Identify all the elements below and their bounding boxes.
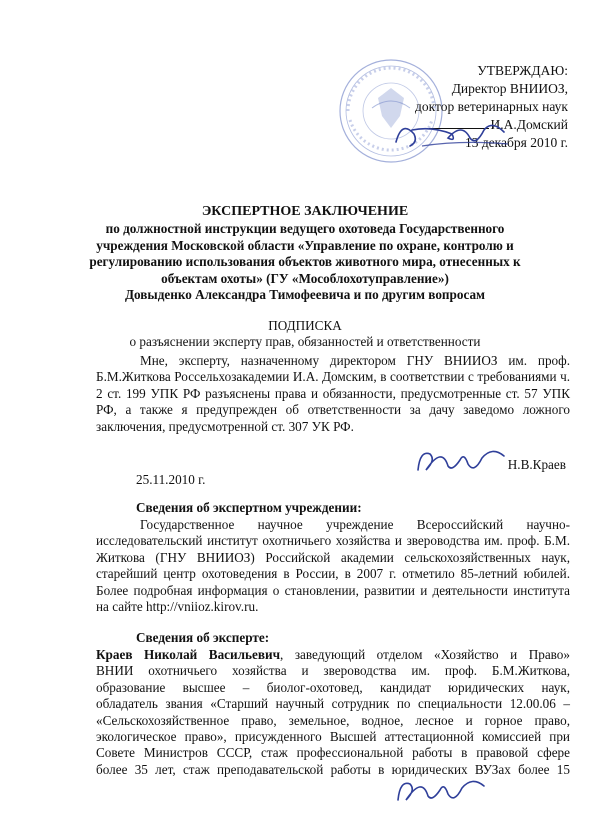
- expert-line: Совете Министров СССР, стаж профессиональной работы в правовой сфере: [96, 745, 570, 761]
- expert-heading: Сведения об эксперте:: [136, 630, 270, 645]
- approval-name-line: [318, 116, 568, 134]
- institution-text: Государственное научное учреждение Всероссийский научно-исследовательский институт охотничьего хозяйства и звероводства им. проф. Б.М. Житкова (ГНУ ВНИИОЗ) Российской академии сельскохозяйственных наук, старейший центр охотоведения в России, в 2007 г. отметило 85-летний юбилей. Более подробная информация о становлении, развитии и деятельности института на сайте http://vniioz.kirov.ru.: [96, 517, 570, 615]
- title-line: по должностной инструкции ведущего охотоведа Государственного: [105, 221, 505, 237]
- expert-line: образование высшее – биолог-охотовед, кандидат юридических наук,: [96, 679, 570, 695]
- institution-heading: Сведения об экспертном учреждении:: [136, 500, 362, 515]
- expert-name: Краев Николай Васильевич: [96, 647, 281, 662]
- expert-paragraph: [96, 647, 570, 778]
- expert-line: экологическое право», присужденного Высшей аттестационной комиссией при: [96, 729, 570, 745]
- expert-line: [96, 647, 570, 663]
- expert-line: обладатель звания «Старший научный сотрудник по специальности 12.00.06 –: [96, 696, 570, 712]
- title-heading: ЭКСПЕРТНОЕ ЗАКЛЮЧЕНИЕ: [201, 204, 409, 219]
- approval-block: [318, 62, 568, 152]
- document-title: [40, 204, 570, 304]
- title-line: Довыденко Александра Тимофеевича и по другим вопросам: [124, 287, 486, 303]
- expert-line: ВНИИ охотничьего хозяйства и звероводства им. проф. Б.М.Житкова,: [96, 663, 570, 679]
- approval-date: 13 декабря 2010 г.: [464, 135, 568, 150]
- title-line: регулированию использования объектов животного мира, отнесенных к: [89, 254, 521, 270]
- signature-line: [429, 128, 489, 129]
- subscription-heading: ПОДПИСКА: [268, 318, 342, 333]
- subscription-date: 25.11.2010 г.: [136, 472, 206, 487]
- expert-line-rest: , заведующий отделом «Хозяйство и Право»: [280, 647, 570, 662]
- approval-approve: УТВЕРЖДАЮ:: [477, 63, 568, 78]
- approval-degree: доктор ветеринарных наук: [415, 99, 568, 114]
- subscription-text: Мне, эксперту, назначенному директором ГНУ ВНИИОЗ им. проф. Б.М.Житкова Россельхозакадемии И.А. Домским, в соответствии с требованиями ч. 2 ст. 199 УПК РФ разъяснены права и обязанности, предусмотренные ст. 57 УПК РФ, а также я предупрежден об ответственности за дачу заведомо ложного заключения, предусмотренной ст. 307 УК РФ.: [96, 353, 570, 434]
- expert-signature: [412, 440, 508, 480]
- approval-position: Директор ВНИИОЗ,: [451, 81, 568, 96]
- subscription-header: [40, 318, 570, 351]
- approval-name: И.А.Домский: [490, 117, 568, 132]
- expert-line: «Сельскохозяйственное право, земельное, водное, лесное и горное право,: [96, 712, 570, 728]
- subscription-signer: Н.В.Краев: [507, 457, 566, 472]
- title-line: объектам охоты» (ГУ «Мособлохотуправление»): [161, 270, 449, 286]
- subscription-paragraph: [96, 353, 570, 435]
- institution-paragraph: [96, 517, 570, 615]
- expert-line: более 35 лет, стаж преподавательской работы в юридических ВУЗах более 15: [96, 761, 570, 777]
- subscription-subtitle: о разъяснении эксперту прав, обязанностей и ответственности: [129, 334, 481, 350]
- title-line: учреждения Московской области «Управление по охране, контролю и: [96, 237, 514, 253]
